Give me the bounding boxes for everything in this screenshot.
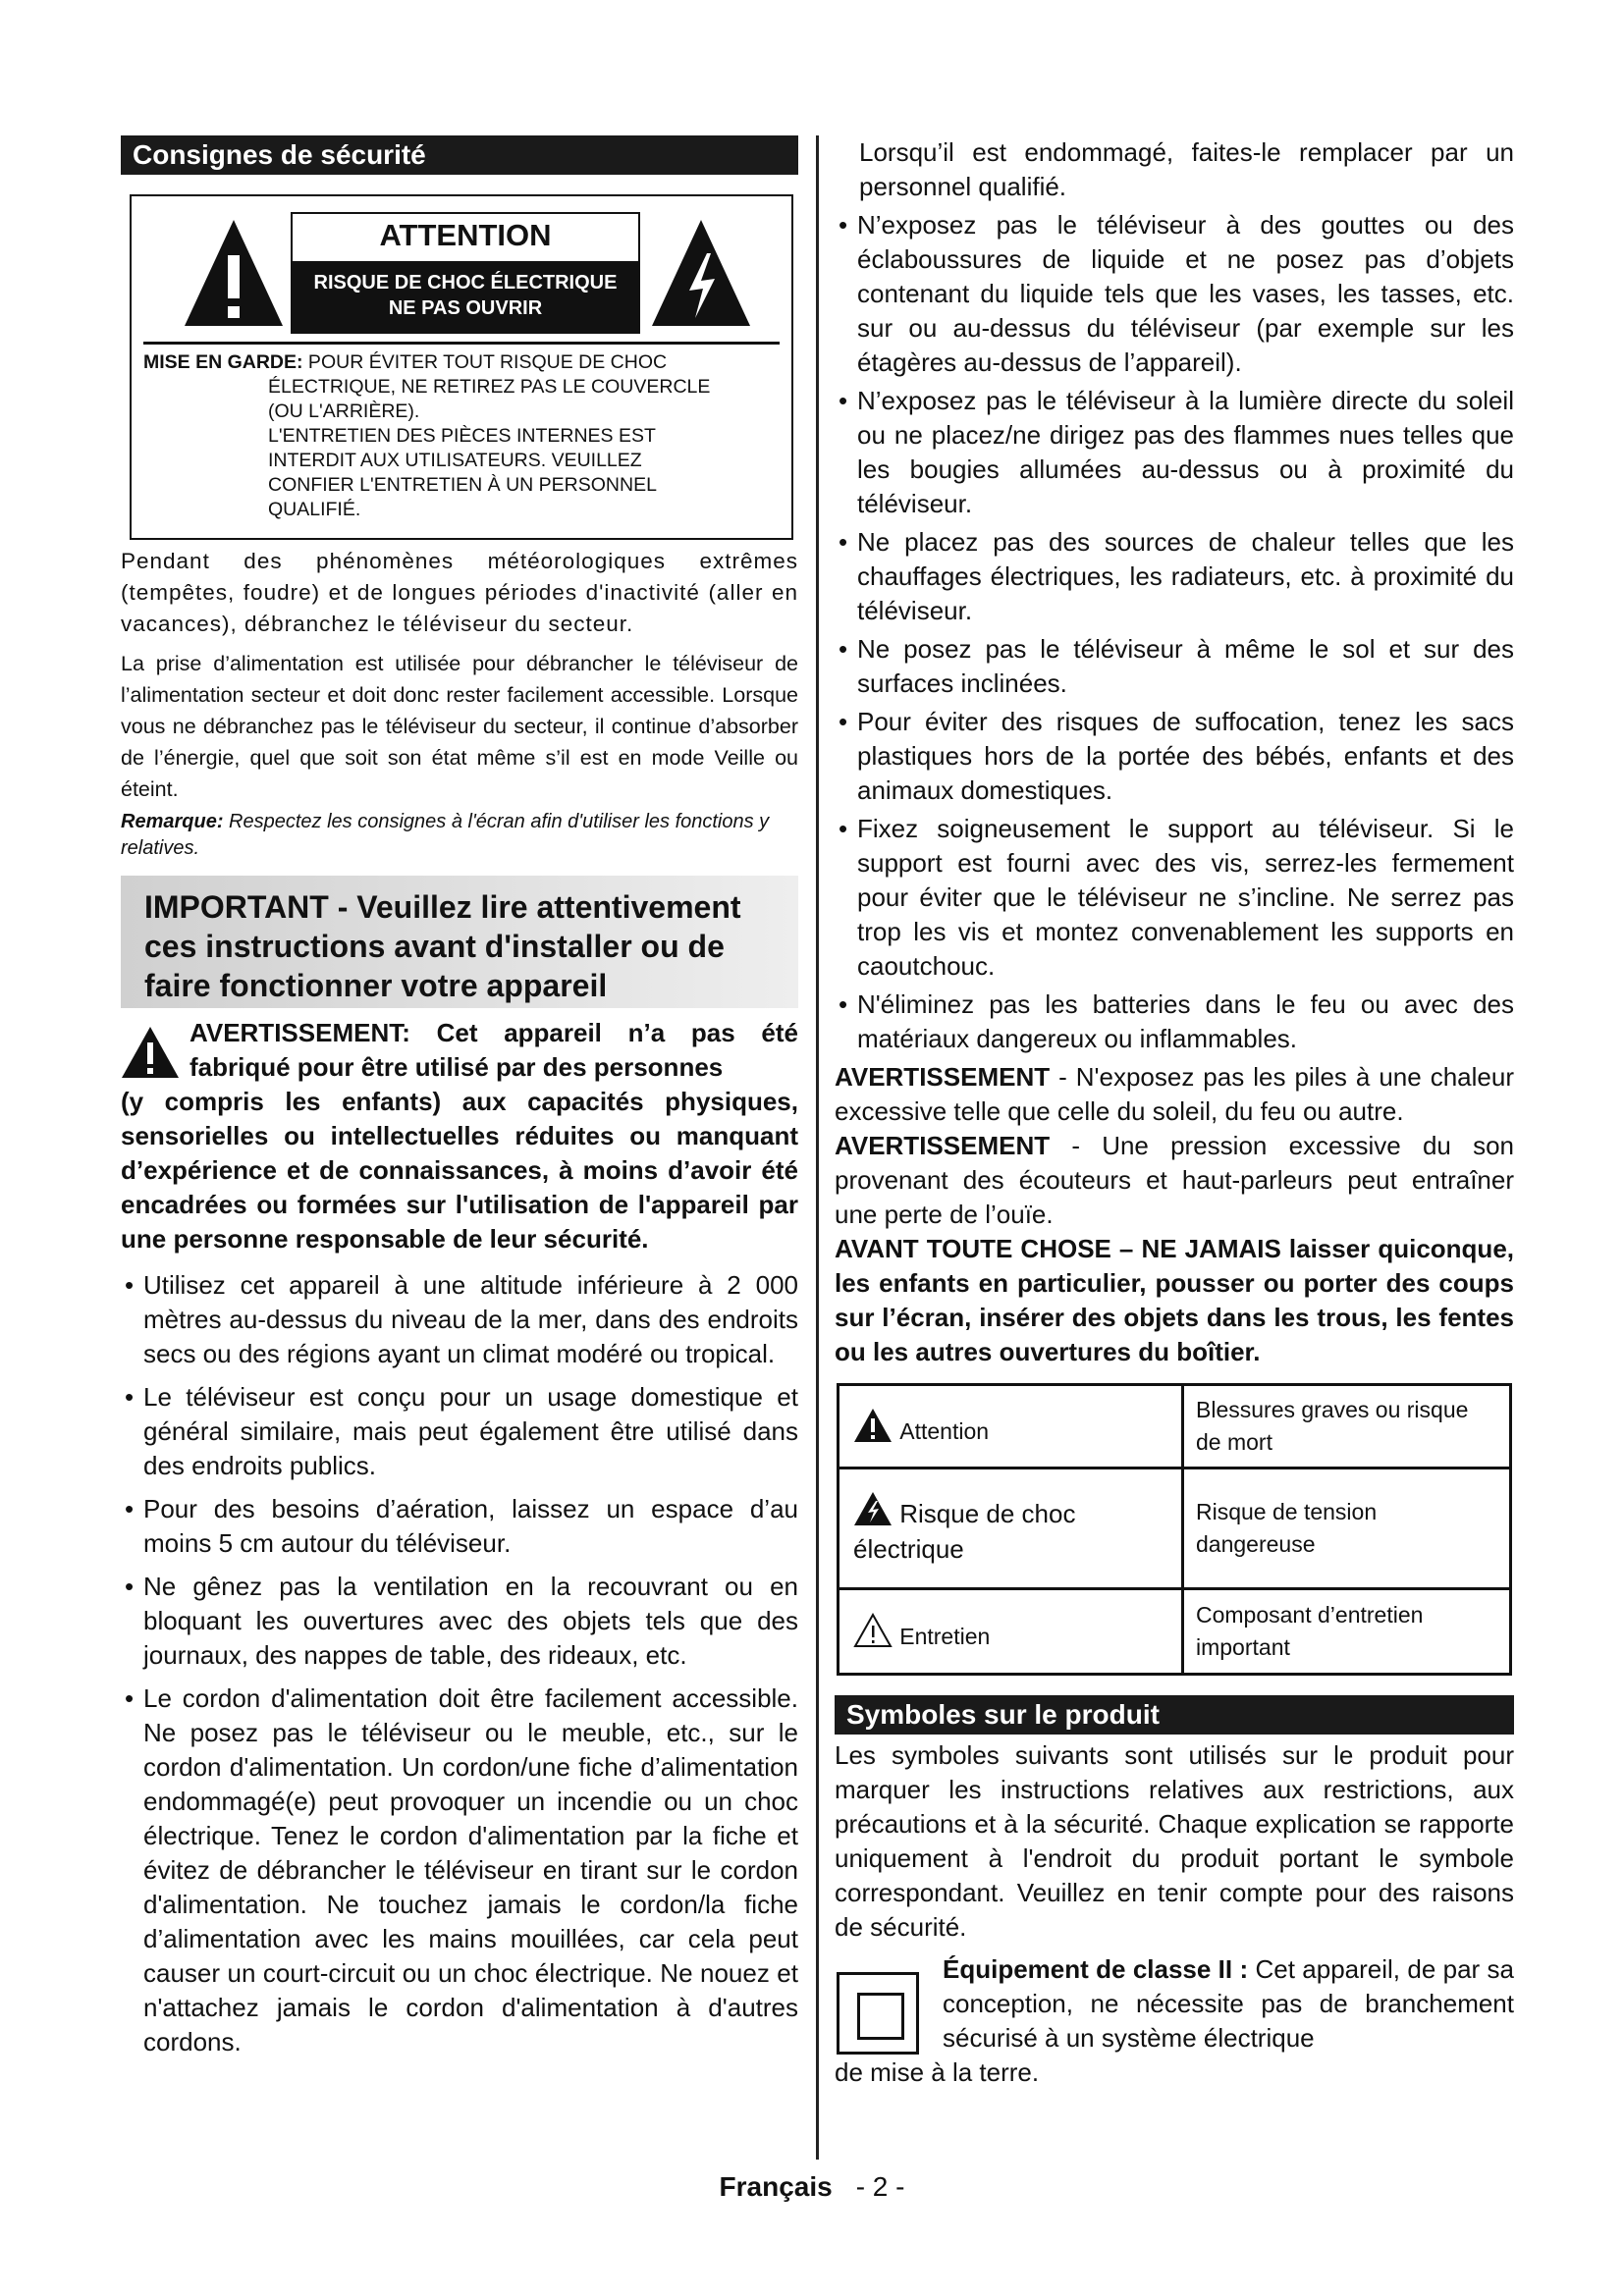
caution-text <box>143 342 780 522</box>
symbol-label: Attention <box>899 1417 990 1444</box>
symbol-description: Composant d’entretien important <box>1183 1589 1511 1675</box>
list-item: • Le cordon d'alimentation doit être facilement accessible. Ne posez pas le téléviseur ou le meuble, etc., sur le cordon d'alimentation. Un cordon/une fiche d’alimentation endommagé(e) peut provoquer un incendie ou un choc électrique. Tenez le cordon d'alimentation par la fiche et évitez de débrancher le téléviseur en tirant sur le cordon d'alimentation. Ne touchez jamais le cordon/la fiche d’alimentation avec les mains mouillées, car cela peut causer un court-circuit ou un choc électrique. Ne nouez et n'attachez jamais le cordon d'alimentation à d'autres cordons. <box>121 1682 798 2059</box>
list-item: • Fixez soigneusement le support au téléviseur. Si le support est fourni avec des vis, serrez-les fermement pour éviter que le téléviseur ne s’incline. Ne serrez pas trop les vis et montez convenablement les supports en caoutchouc. <box>835 812 1514 984</box>
list-item: • Ne posez pas le téléviseur à même le sol et sur des surfaces inclinées. <box>835 632 1514 701</box>
footer-language: Français <box>719 2171 833 2202</box>
list-item: • Pour des besoins d’aération, laissez un espace d’au moins 5 cm autour du téléviseur. <box>121 1492 798 1561</box>
class-two-tail: de mise à la terre. <box>835 2057 1040 2087</box>
left-bullet-list <box>121 1268 798 2059</box>
warning-label: AVERTISSEMENT <box>835 1131 1051 1160</box>
caution-line: QUALIFIÉ. <box>268 499 361 520</box>
important-banner: IMPORTANT - Veuillez lire attentivement ces instructions avant d'installer ou de faire fonctionner votre appareil <box>121 876 798 1008</box>
warning-icon <box>121 1026 180 1079</box>
warning-box <box>130 194 793 540</box>
left-column <box>121 135 798 2068</box>
list-item: • Ne placez pas des sources de chaleur telles que les chauffages électriques, les radiateurs, etc. à proximité du téléviseur. <box>835 525 1514 628</box>
table-cell <box>839 1385 1183 1468</box>
caution-line: L'ENTRETIEN DES PIÈCES INTERNES EST <box>268 425 656 447</box>
caution-line: CONFIER L'ENTRETIEN À UN PERSONNEL <box>268 474 657 496</box>
table-row <box>839 1468 1511 1589</box>
note-paragraph <box>121 809 798 862</box>
symbol-table <box>837 1383 1512 1676</box>
list-item: • N'éliminez pas les batteries dans le feu ou avec des matériaux dangereux ou inflammables. <box>835 988 1514 1056</box>
class-two-description: Cet appareil, de par sa conception, ne nécessite pas de branchement sécurisé à un système électrique <box>943 1954 1515 2053</box>
table-row <box>839 1385 1511 1468</box>
class-two-text <box>835 1952 1514 2090</box>
symbol-description: Risque de tension dangereuse <box>1183 1468 1511 1589</box>
lightning-icon <box>853 1491 893 1526</box>
band-line-2: NE PAS OUVRIR <box>388 297 543 319</box>
attention-label-box <box>291 212 640 334</box>
attention-title: ATTENTION <box>379 218 552 252</box>
list-item: • Utilisez cet appareil à une altitude inférieure à 2 000 mètres au-dessus du niveau de la mer, dans des endroits secs ou des régions ayant un climat modéré ou tropical. <box>121 1268 798 1371</box>
main-warning <box>121 1016 798 1256</box>
page-number: - 2 - <box>855 2171 905 2202</box>
sound-warning <box>835 1129 1514 1232</box>
section-header-symbols: Symboles sur le produit <box>835 1695 1514 1735</box>
section-header-safety: Consignes de sécurité <box>121 135 798 175</box>
battery-warning <box>835 1060 1514 1129</box>
list-item: • N’exposez pas le téléviseur à la lumière directe du soleil ou ne placez/ne dirigez pas des flammes nues telles que les bougies allumées au-dessus ou à proximité du téléviseur. <box>835 384 1514 521</box>
band-line-1: RISQUE DE CHOC ÉLECTRIQUE <box>313 272 618 294</box>
service-icon <box>853 1613 893 1648</box>
list-item: • Pour éviter des risques de suffocation, tenez les sacs plastiques hors de la portée des bébés, enfants et des animaux domestiques. <box>835 705 1514 808</box>
caution-line: (OU L'ARRIÈRE). <box>268 400 420 422</box>
warning-text: - Une pression excessive du son provenant des écouteurs et haut-parleurs peut entraîner une perte de l’ouïe. <box>835 1131 1514 1229</box>
right-bullet-list <box>835 208 1514 1056</box>
right-column <box>835 135 1514 2090</box>
continuation-text: Lorsqu’il est endommagé, faites-le remplacer par un personnel qualifié. <box>859 137 1514 201</box>
warning-text: - N'exposez pas les piles à une chaleur excessive telle que celle du soleil, du feu ou autre. <box>835 1062 1514 1126</box>
main-warning-rest: (y compris les enfants) aux capacités physiques, sensorielles ou intellectuelles réduites ou manquant d’expérience et de connaissances, à moins d’avoir été encadrées ou formées sur l'utilisation de l'appareil par une personne responsable de leur sécurité. <box>121 1087 798 1254</box>
shock-risk-band <box>293 261 638 332</box>
symbol-label: Risque de choc électrique <box>853 1498 1076 1564</box>
plug-paragraph: La prise d’alimentation est utilisée pour débrancher le téléviseur de l’alimentation secteur et doit donc rester facilement accessible. Lorsque vous ne débranchez pas le téléviseur du secteur, il continue d’absorber de l’énergie, quel que soit son état même s’il est en mode Veille ou éteint. <box>121 652 798 801</box>
storm-paragraph: Pendant des phénomènes météorologiques extrêmes (tempêtes, foudre) et de longues périodes d'inactivité (aller en vacances), débranchez le téléviseur du secteur. <box>121 549 798 636</box>
warning-label: AVERTISSEMENT <box>835 1062 1051 1092</box>
symbols-paragraph: Les symboles suivants sont utilisés sur le produit pour marquer les instructions relatives aux restrictions, aux précautions et à la sécurité. Chaque explication se rapporte uniquement à l'endroit du produit portant le symbole correspondant. Veuillez en tenir compte pour des raisons de sécurité. <box>835 1740 1514 1942</box>
list-item: • Ne gênez pas la ventilation en la recouvrant ou en bloquant les ouvertures avec des objets tels que des journaux, des nappes de table, des rideaux, etc. <box>121 1570 798 1673</box>
note-label: Remarque: <box>121 811 224 832</box>
symbol-description: Blessures graves ou risque de mort <box>1183 1385 1511 1468</box>
table-row <box>839 1589 1511 1675</box>
main-warning-first: AVERTISSEMENT: Cet appareil n’a pas été fabriqué pour être utilisé par des personnes <box>189 1018 798 1082</box>
caution-line: INTERDIT AUX UTILISATEURS. VEUILLEZ <box>268 450 642 471</box>
symbol-label: Entretien <box>899 1623 991 1649</box>
class-two-label: Équipement de classe II : <box>943 1954 1249 1984</box>
class-two-block <box>835 1952 1514 2090</box>
caution-line: ÉLECTRIQUE, NE RETIREZ PAS LE COUVERCLE <box>268 376 711 398</box>
table-cell <box>839 1468 1183 1589</box>
lightning-triangle-icon <box>650 218 752 328</box>
note-text: Respectez les consignes à l'écran afin d'utiliser les fonctions y relatives. <box>121 811 770 859</box>
class-ii-icon <box>837 1972 919 2055</box>
warning-triangle-icon <box>183 218 285 328</box>
column-divider <box>816 135 819 2160</box>
warning-icon <box>853 1408 893 1443</box>
page-footer <box>0 2171 1624 2203</box>
never-warning: AVANT TOUTE CHOSE – NE JAMAIS laisser quiconque, les enfants en particulier, pousser ou porter des coups sur l’écran, insérer des objets dans les trous, les fentes ou les autres ouvertures du boîtier. <box>835 1234 1514 1366</box>
list-item: • N’exposez pas le téléviseur à des gouttes ou des éclaboussures de liquide et ne posez pas d’objets contenant du liquide tels que les vases, les tasses, etc. sur ou au-dessus du téléviseur (par exemple sur les étagères au-dessus de l’appareil). <box>835 208 1514 380</box>
list-item: • Le téléviseur est conçu pour un usage domestique et général similaire, mais peut également être utilisé dans des endroits publics. <box>121 1380 798 1483</box>
caution-first-line: POUR ÉVITER TOUT RISQUE DE CHOC <box>302 351 668 373</box>
caution-label: MISE EN GARDE: <box>143 351 303 373</box>
table-cell <box>839 1589 1183 1675</box>
